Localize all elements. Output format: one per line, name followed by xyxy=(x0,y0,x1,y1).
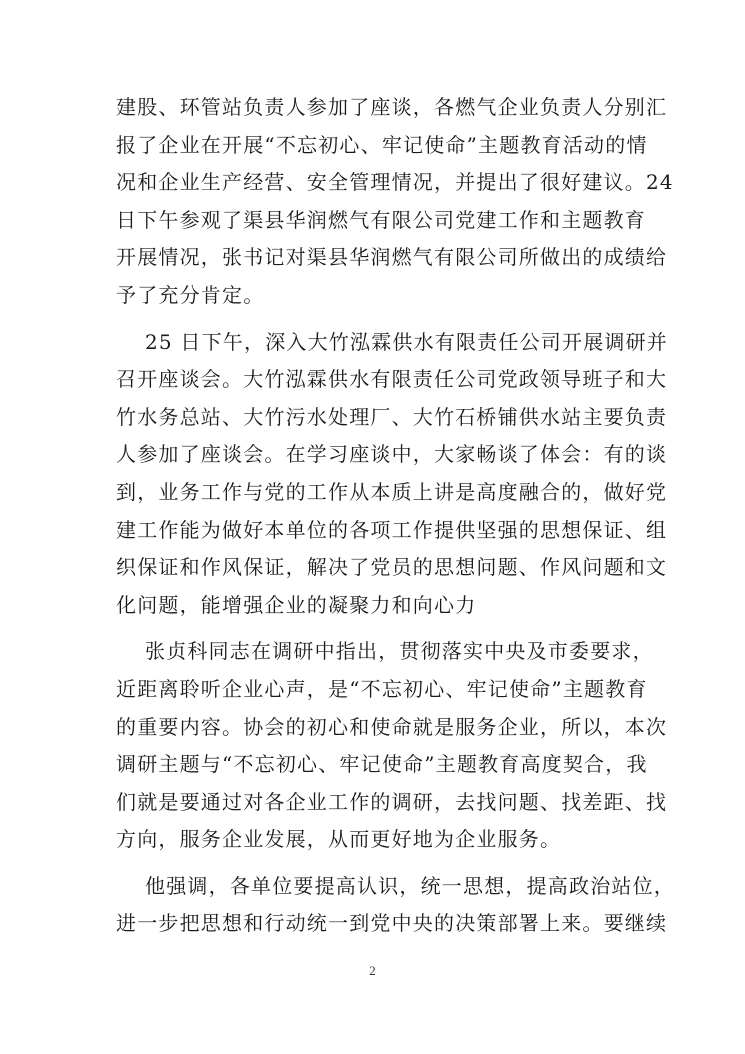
text-line: 们就是要通过对各企业工作的调研，去找问题、找差距、找 xyxy=(116,789,668,814)
text-line: 化问题，能增强企业的凝聚力和向心力 xyxy=(116,592,477,617)
text-line: 进一步把思想和行动统一到党中央的决策部署上来。要继续 xyxy=(116,911,668,936)
paragraph-spacer xyxy=(116,315,636,324)
text-line: 张贞科同志在调研中指出，贯彻落实中央及市委要求， xyxy=(145,639,654,664)
text-line: 方向，服务企业发展，从而更好地为企业服务。 xyxy=(116,827,562,852)
text-line: 织保证和作风保证，解决了党员的思想问题、作风问题和文 xyxy=(116,555,668,580)
text-line: 建工作能为做好本单位的各项工作提供坚强的思想保证、组 xyxy=(116,517,668,542)
text-line: 日下午参观了渠县华润燃气有限公司党建工作和主题教育 xyxy=(116,207,646,232)
text-line: 予了充分肯定。 xyxy=(116,282,265,307)
text-line: 调研主题与“不忘初心、牢记使命”主题教育高度契合，我 xyxy=(116,752,648,777)
text-line: 开展情况，张书记对渠县华润燃气有限公司所做出的成绩给 xyxy=(116,245,668,270)
text-line: 建股、环管站负责人参加了座谈，各燃气企业负责人分别汇 xyxy=(116,95,668,119)
text-line: 到，业务工作与党的工作从本质上讲是高度融合的，做好党 xyxy=(116,479,668,504)
paragraph-spacer xyxy=(116,859,636,868)
text-line: 他强调，各单位要提高认识，统一思想，提高政治站位， xyxy=(145,873,675,898)
text-line: 竹水务总站、大竹污水处理厂、大竹石桥铺供水站主要负责 xyxy=(116,404,668,429)
text-line: 近距离聆听企业心声，是“不忘初心、牢记使命”主题教育 xyxy=(116,676,648,701)
text-line: 25 日下午，深入大竹泓霖供水有限责任公司开展调研并 xyxy=(145,329,669,354)
page-number: 2 xyxy=(369,963,376,978)
paragraph-spacer xyxy=(116,624,636,633)
text-line: 召开座谈会。大竹泓霖供水有限责任公司党政领导班子和大 xyxy=(116,367,668,392)
paragraph xyxy=(116,868,675,943)
body-text xyxy=(116,89,675,943)
paragraph xyxy=(116,324,669,625)
paragraph xyxy=(116,633,668,859)
paragraph xyxy=(116,89,674,315)
text-line: 报了企业在开展“不忘初心、牢记使命”主题教育活动的情 xyxy=(116,132,648,157)
text-line: 的重要内容。协会的初心和使命就是服务企业，所以，本次 xyxy=(116,714,668,739)
text-line: 人参加了座谈会。在学习座谈中，大家畅谈了体会：有的谈 xyxy=(116,442,668,467)
text-line: 况和企业生产经营、安全管理情况，并提出了很好建议。24 xyxy=(116,170,674,195)
